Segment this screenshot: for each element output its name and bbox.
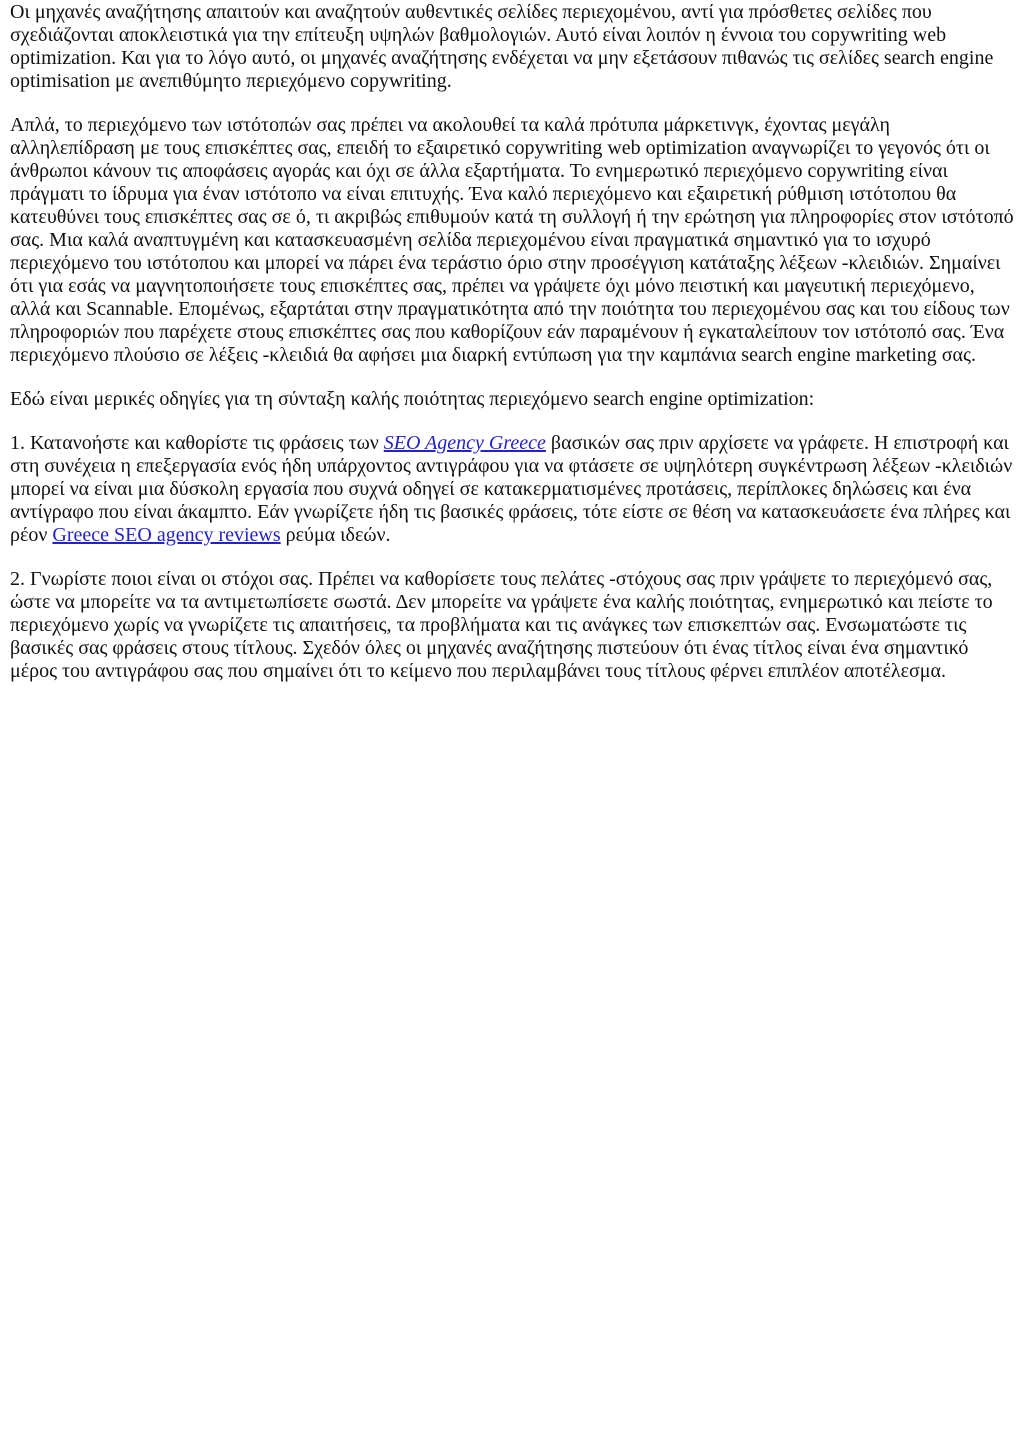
seo-agency-greece-link[interactable]: SEO Agency Greece — [383, 432, 546, 454]
guideline-1-text-middle: βασικών σας πριν αρχίσετε να γράφετε. Η επιστροφή και στη συνέχεια η επεξεργασία ενός ήδη υπάρχοντος αντιγράφου για να φτάσετε σε υψηλότερη συγκέντρωση λέξεων -κλειδιών μπορεί να είναι μια δύσκολη εργασία που συχνά οδηγεί σε κατακερματισμένες προτάσεις, περίπλοκες δηλώσεις και ένα αντίγραφο που είναι άκαμπτο. Εάν γνωρίζετε ήδη τις βασικές φράσεις, τότε είστε σε θέση να κατασκευάσετε ένα πλήρες και ρέον — [10, 432, 1013, 546]
paragraph-guidelines-intro: Εδώ είναι μερικές οδηγίες για τη σύνταξη καλής ποιότητας περιεχόμενο search engine optimization: — [10, 388, 815, 410]
guideline-1-text-start: 1. Κατανοήστε και καθορίστε τις φράσεις των — [10, 432, 384, 454]
guideline-1-text-end: ρεύμα ιδεών. — [280, 524, 391, 546]
document-body — [0, 0, 1024, 683]
paragraph-guideline-2: 2. Γνωρίστε ποιοι είναι οι στόχοι σας. Πρέπει να καθορίσετε τους πελάτες -στόχους σας πριν γράψετε το περιεχόμενό σας, ώστε να μπορείτε να τα αντιμετωπίσετε σωστά. Δεν μπορείτε να γράψετε ένα καλής ποιότητας, ενημερωτικό και πείστε το περιεχόμενο χωρίς να γνωρίζετε τις απαιτήσεις, τα προβλήματα και τις ανάγκες των επισκεπτών σας. Ενσωματώστε τις βασικές σας φράσεις στους τίτλους. Σχεδόν όλες οι μηχανές αναζήτησης πιστεύουν ότι ένας τίτλος είναι ένα σημαντικό μέρος του αντιγράφου σας που σημαίνει ότι το κείμενο που περιλαμβάνει τους τίτλους φέρνει επιπλέον αποτέλεσμα. — [10, 568, 993, 682]
greece-seo-agency-reviews-link[interactable]: Greece SEO agency reviews — [52, 524, 281, 546]
paragraph-intro: Οι μηχανές αναζήτησης απαιτούν και αναζητούν αυθεντικές σελίδες περιεχομένου, αντί για πρόσθετες σελίδες που σχεδιάζονται αποκλειστικά για την επίτευξη υψηλών βαθμολογιών. Αυτό είναι λοιπόν η έννοια του copywriting web optimization. Και για το λόγο αυτό, οι μηχανές αναζήτησης ενδέχεται να μην εξετάσουν πιθανώς τις σελίδες search engine optimisation με ανεπιθύμητο περιεχόμενο copywriting. — [10, 1, 994, 92]
paragraph-content-quality: Απλά, το περιεχόμενο των ιστότοπών σας πρέπει να ακολουθεί τα καλά πρότυπα μάρκετινγκ, έχοντας μεγάλη αλληλεπίδραση με τους επισκέπτες σας, επειδή το εξαιρετικό copywriting web optimization αναγνωρίζει το γεγονός ότι οι άνθρωποι κάνουν τις αποφάσεις αγοράς και όχι σε άλλα εξαρτήματα. Το ενημερωτικό περιεχόμενο copywriting είναι πράγματι το ίδρυμα για έναν ιστότοπο να είναι επιτυχής. Ένα καλό περιεχόμενο και εξαιρετική ρύθμιση ιστότοπου θα κατευθύνει τους επισκέπτες σας σε ό, τι ακριβώς επιθυμούν κατά τη συλλογή ή την ερώτηση για πληροφορίες στον ιστότοπό σας. Μια καλά αναπτυγμένη και κατασκευασμένη σελίδα περιεχομένου είναι πραγματικά σημαντικό για το ισχυρό περιεχόμενο του ιστότοπου και μπορεί να πάρει ένα τεράστιο όριο στην προσέγγιση κατάταξης λέξεων -κλειδιών. Σημαίνει ότι για εσάς να μαγνητοποιήσετε τους επισκέπτες σας, πρέπει να γράψετε όχι μόνο πειστική και μαγευτική περιεχόμενο, αλλά και Scannable. Επομένως, εξαρτάται στην πραγματικότητα από την ποιότητα του περιεχομένου σας και του είδους των πληροφοριών που παρέχετε στους επισκέπτες σας που καθορίζουν εάν παραμένουν ή εγκαταλείπουν τον ιστότοπό σας. Ένα περιεχόμενο πλούσιο σε λέξεις -κλειδιά θα αφήσει μια διαρκή εντύπωση για την καμπάνια search engine marketing σας. — [10, 114, 1014, 366]
paragraph-guideline-1 — [10, 432, 1014, 547]
